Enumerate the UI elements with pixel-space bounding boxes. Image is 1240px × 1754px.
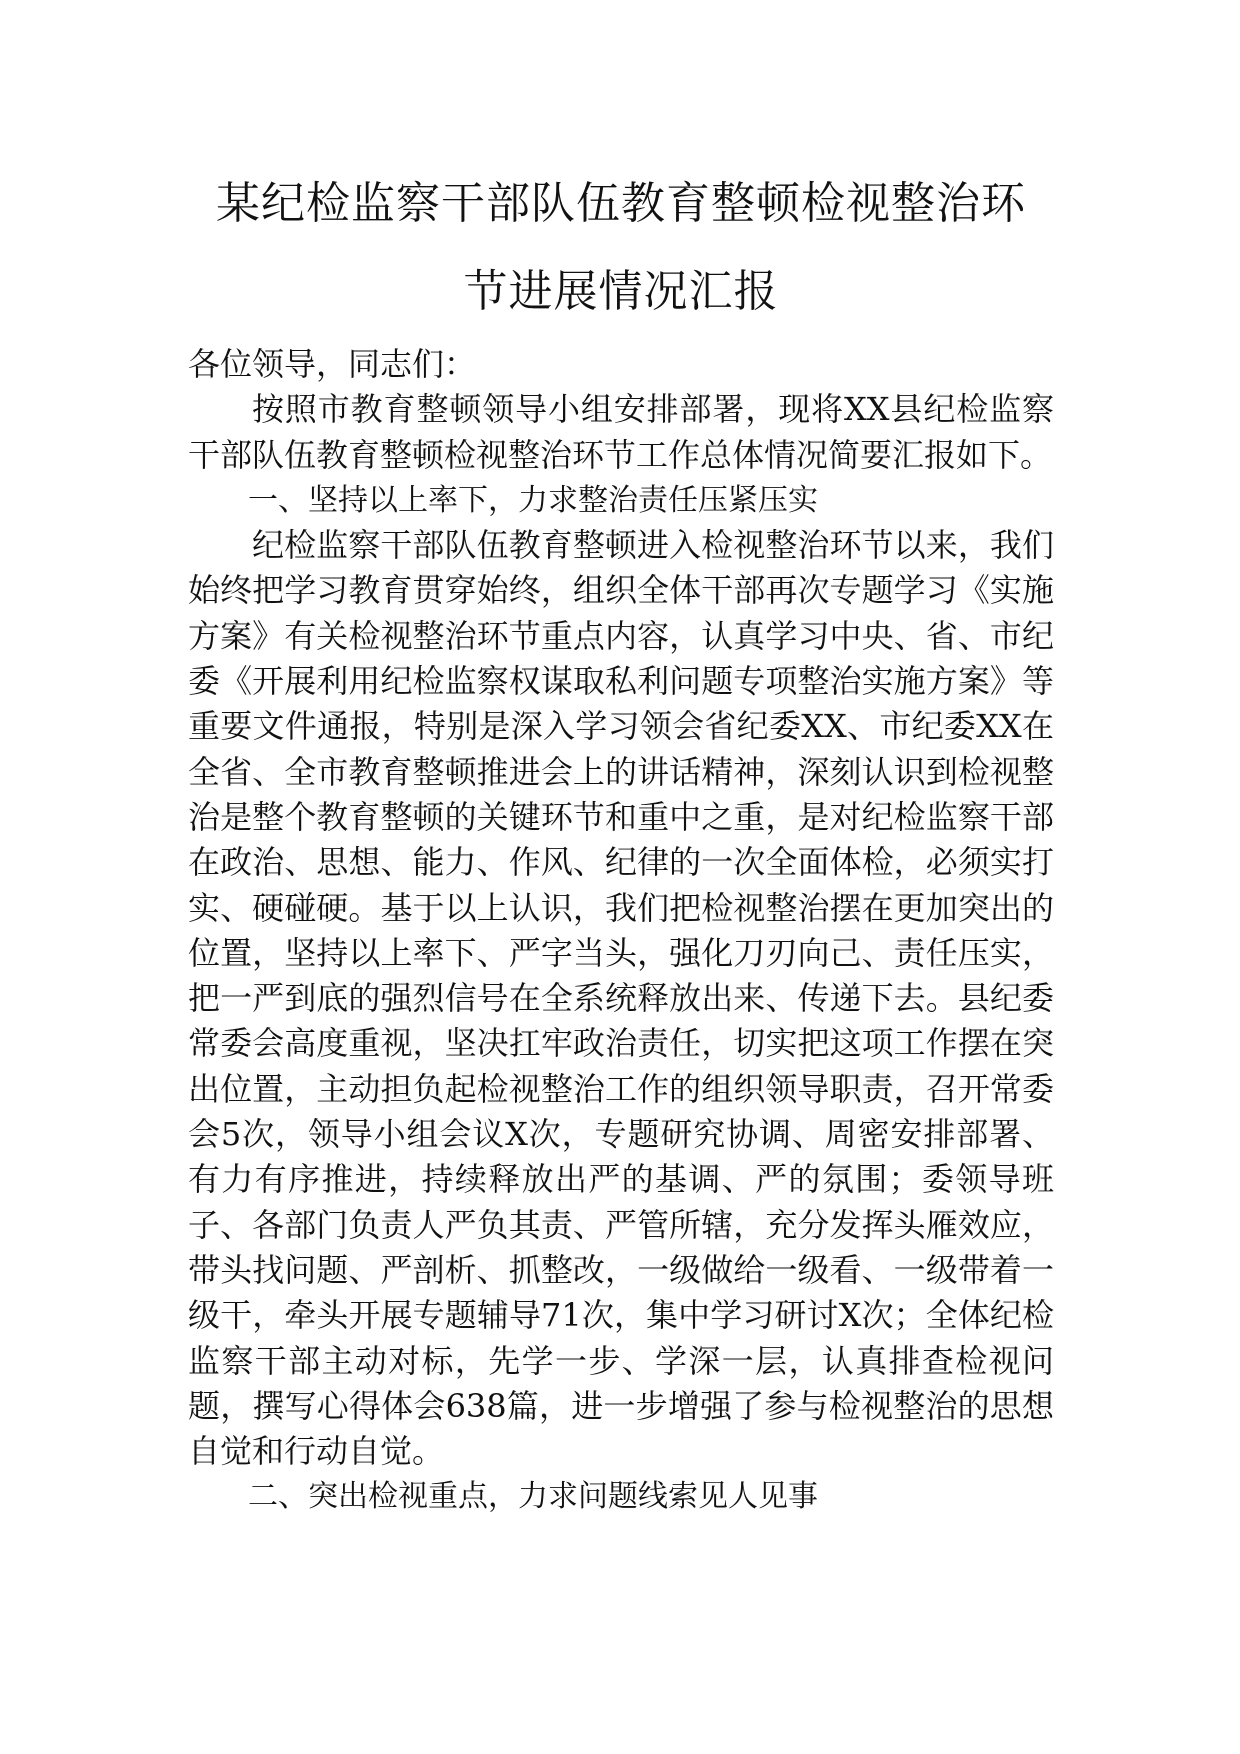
title-line-1: 某纪检监察干部队伍教育整顿检视整治环 — [216, 178, 1026, 229]
section-1-paragraph: 纪检监察干部队伍教育整顿进入检视整治环节以来，我们始终把学习教育贯穿始终，组织全体干部再次专题学习《实施方案》有关检视整治环节重点内容，认真学习中央、省、市纪委《开展利用纪检监察权谋取私利问题专项整治实施方案》等重要文件通报，特别是深入学习领会省纪委XX、市纪委XX在全省、全市教育整顿推进会上的讲话精神，深刻认识到检视整治是整个教育整顿的关键环节和重中之重，是对纪检监察干部在政治、思想、能力、作风、纪律的一次全面体检，必须实打实、硬碰硬。基于以上认识，我们把检视整治摆在更加突出的位置，坚持以上率下、严字当头，强化刀刃向己、责任压实，把一严到底的强烈信号在全系统释放出来、传递下去。县纪委常委会高度重视，坚决扛牢政治责任，切实把这项工作摆在突出位置，主动担负起检视整治工作的组织领导职责，召开常委会5次，领导小组会议X次，专题研究协调、周密安排部署、有力有序推进，持续释放出严的基调、严的氛围；委领导班子、各部门负责人严负其责、严管所辖，充分发挥头雁效应，带头找问题、严剖析、抓整改，一级做给一级看、一级带着一级干，牵头开展专题辅导71次，集中学习研讨X次；全体纪检监察干部主动对标，先学一步、学深一层，认真排查检视问题，撰写心得体会638篇，进一步增强了参与检视整治的思想自觉和行动自觉。 — [188, 526, 1054, 1471]
document-body — [188, 342, 1054, 1520]
title-line-2: 节进展情况汇报 — [463, 266, 779, 317]
section-1-heading: 一、坚持以上率下，力求整治责任压紧压实 — [248, 482, 818, 518]
intro-paragraph: 按照市教育整顿领导小组安排部署，现将XX县纪检监察干部队伍教育整顿检视整治环节工作总体情况简要汇报如下。 — [188, 390, 1054, 474]
document-page — [188, 160, 1054, 1520]
document-title — [188, 160, 1054, 336]
section-2-heading: 二、突出检视重点，力求问题线索见人见事 — [248, 1479, 818, 1515]
salutation: 各位领导，同志们： — [188, 345, 477, 383]
